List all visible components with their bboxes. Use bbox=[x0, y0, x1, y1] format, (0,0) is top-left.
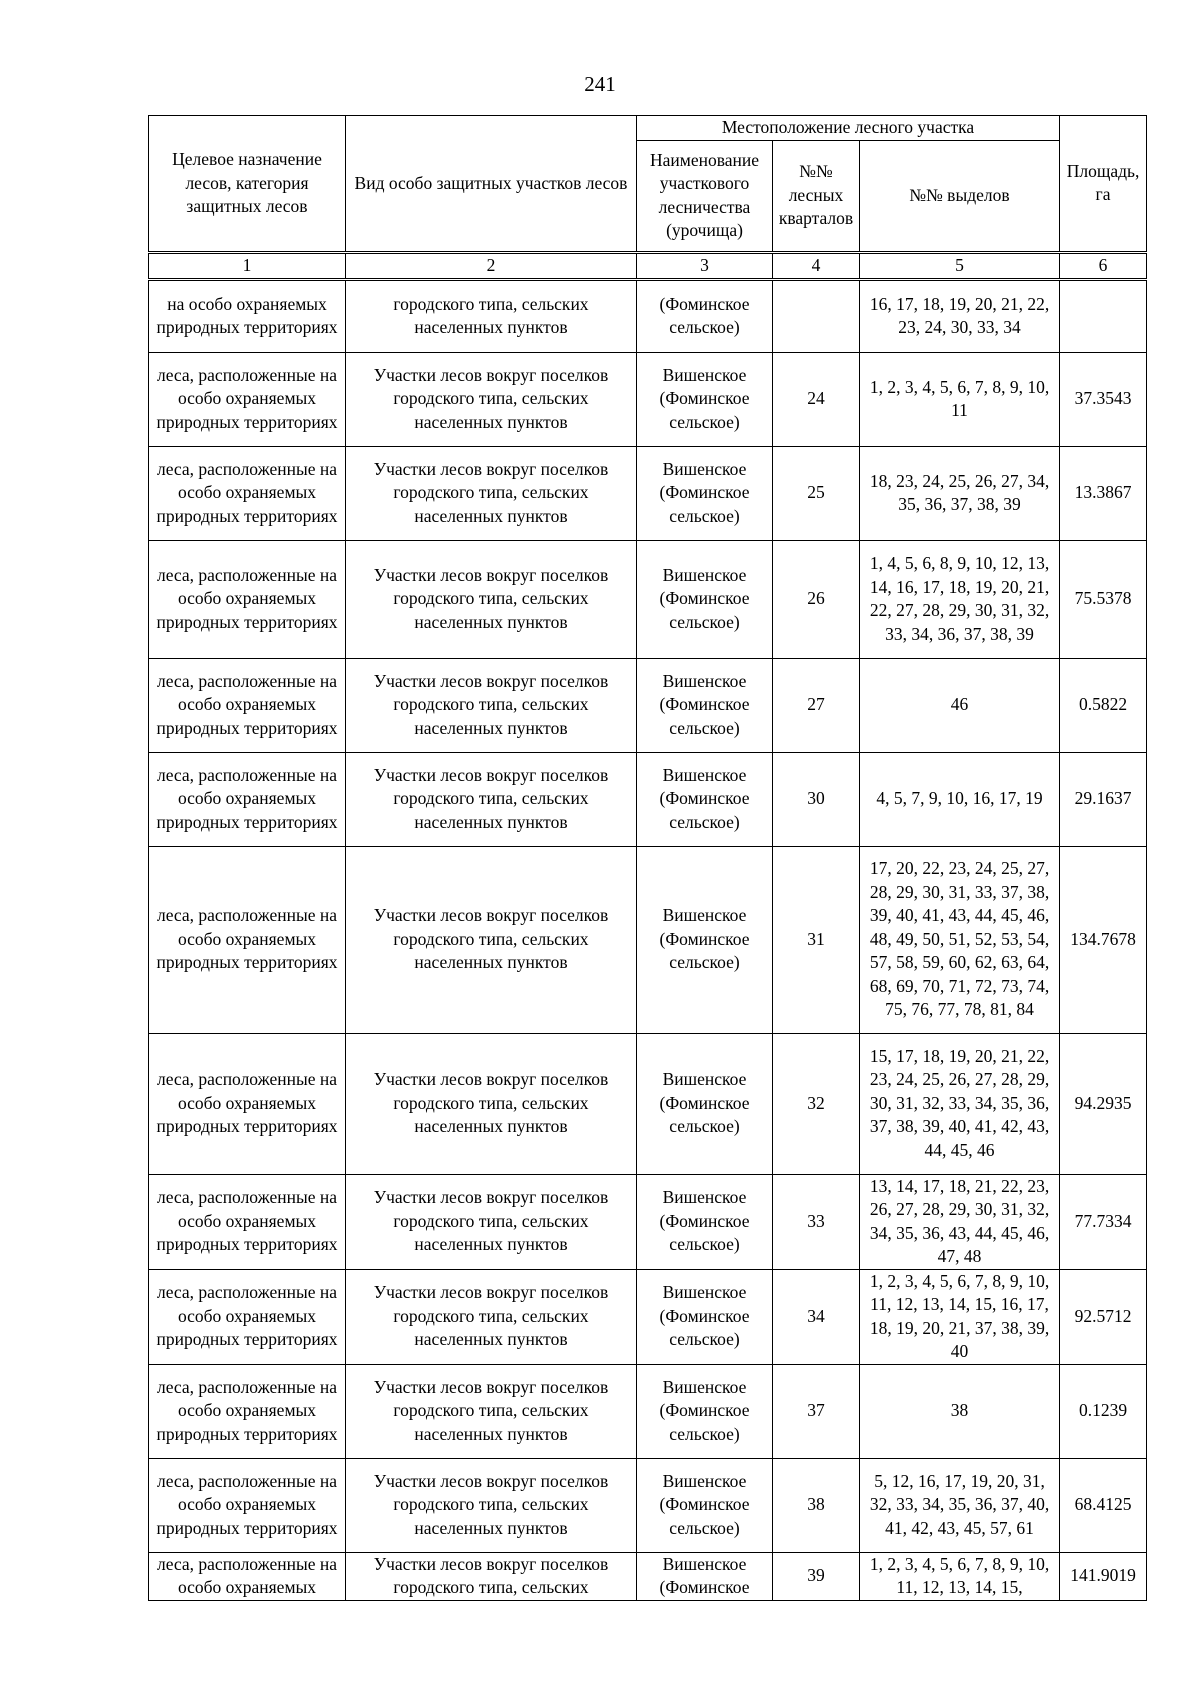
cell-forestry: Вишенское (Фоминское сельское) bbox=[637, 658, 773, 752]
header-purpose: Целевое назначение лесов, категория защитных лесов bbox=[149, 116, 346, 253]
cell-quarter: 25 bbox=[773, 446, 860, 540]
table-row bbox=[149, 446, 1147, 540]
cell-plots: 38 bbox=[860, 1364, 1060, 1458]
cell-plot-kind: Участки лесов вокруг поселков городского типа, сельских населенных пунктов bbox=[346, 752, 637, 846]
cell-purpose: леса, расположенные на особо охраняемых природных территориях bbox=[149, 1458, 346, 1552]
cell-plots: 16, 17, 18, 19, 20, 21, 22, 23, 24, 30, 33, 34 bbox=[860, 279, 1060, 352]
cell-quarter: 24 bbox=[773, 352, 860, 446]
table-row bbox=[149, 1269, 1147, 1364]
cell-purpose: леса, расположенные на особо охраняемых природных территориях bbox=[149, 846, 346, 1033]
cell-area: 37.3543 bbox=[1060, 352, 1147, 446]
cell-purpose: леса, расположенные на особо охраняемых природных территориях bbox=[149, 540, 346, 658]
cell-area: 75.5378 bbox=[1060, 540, 1147, 658]
table-row bbox=[149, 540, 1147, 658]
cell-area: 0.5822 bbox=[1060, 658, 1147, 752]
cell-quarter: 30 bbox=[773, 752, 860, 846]
cell-plot-kind: Участки лесов вокруг поселков городского типа, сельских населенных пунктов bbox=[346, 1364, 637, 1458]
cell-forestry: Вишенское (Фоминское сельское) bbox=[637, 540, 773, 658]
cell-plots: 13, 14, 17, 18, 21, 22, 23, 26, 27, 28, 29, 30, 31, 32, 34, 35, 36, 43, 44, 45, 46, 47, 48 bbox=[860, 1174, 1060, 1269]
cell-purpose: леса, расположенные на особо охраняемых природных территориях bbox=[149, 446, 346, 540]
column-number: 1 bbox=[149, 252, 346, 279]
cell-area: 92.5712 bbox=[1060, 1269, 1147, 1364]
cell-forestry: Вишенское (Фоминское сельское) bbox=[637, 1174, 773, 1269]
cell-plot-kind: городского типа, сельских населенных пунктов bbox=[346, 279, 637, 352]
table-row bbox=[149, 1364, 1147, 1458]
column-number: 2 bbox=[346, 252, 637, 279]
cell-purpose: леса, расположенные на особо охраняемых природных территориях bbox=[149, 1033, 346, 1174]
cell-plots: 1, 2, 3, 4, 5, 6, 7, 8, 9, 10, 11, 12, 13, 14, 15, bbox=[860, 1552, 1060, 1600]
cell-purpose: на особо охраняемых природных территориях bbox=[149, 279, 346, 352]
table-row bbox=[149, 752, 1147, 846]
cell-quarter: 38 bbox=[773, 1458, 860, 1552]
cell-quarter: 39 bbox=[773, 1552, 860, 1600]
cell-quarter: 26 bbox=[773, 540, 860, 658]
table-row bbox=[149, 658, 1147, 752]
cell-plot-kind: Участки лесов вокруг поселков городского типа, сельских населенных пунктов bbox=[346, 446, 637, 540]
column-number: 6 bbox=[1060, 252, 1147, 279]
cell-plots: 17, 20, 22, 23, 24, 25, 27, 28, 29, 30, 31, 33, 37, 38, 39, 40, 41, 43, 44, 45, 46, 48, 49, 50, 51, 52, 53, 54, 57, 58, 59, 60, 62, 63, 64, 68, 69, 70, 71, 72, 73, 74, 75, 76, 77, 78, 81, 84 bbox=[860, 846, 1060, 1033]
header-plots: №№ выделов bbox=[860, 140, 1060, 252]
cell-quarter: 32 bbox=[773, 1033, 860, 1174]
cell-forestry: Вишенское (Фоминское сельское) bbox=[637, 352, 773, 446]
cell-plot-kind: Участки лесов вокруг поселков городского типа, сельских населенных пунктов bbox=[346, 540, 637, 658]
cell-plots: 1, 4, 5, 6, 8, 9, 10, 12, 13, 14, 16, 17, 18, 19, 20, 21, 22, 27, 28, 29, 30, 31, 32, 33, 34, 36, 37, 38, 39 bbox=[860, 540, 1060, 658]
cell-quarter: 37 bbox=[773, 1364, 860, 1458]
page-number: 241 bbox=[584, 72, 616, 96]
cell-forestry: Вишенское (Фоминское сельское) bbox=[637, 752, 773, 846]
column-number: 3 bbox=[637, 252, 773, 279]
cell-plot-kind: Участки лесов вокруг поселков городского типа, сельских населенных пунктов bbox=[346, 1458, 637, 1552]
cell-quarter: 31 bbox=[773, 846, 860, 1033]
column-number: 4 bbox=[773, 252, 860, 279]
cell-purpose: леса, расположенные на особо охраняемых природных территориях bbox=[149, 352, 346, 446]
header-plot-kind: Вид особо защитных участков лесов bbox=[346, 116, 637, 253]
cell-plot-kind: Участки лесов вокруг поселков городского типа, сельских населенных пунктов bbox=[346, 1269, 637, 1364]
header-location-group: Местоположение лесного участка bbox=[637, 116, 1060, 141]
cell-plot-kind: Участки лесов вокруг поселков городского типа, сельских населенных пунктов bbox=[346, 1033, 637, 1174]
cell-area: 77.7334 bbox=[1060, 1174, 1147, 1269]
table-row bbox=[149, 1552, 1147, 1600]
cell-forestry: Вишенское (Фоминское bbox=[637, 1552, 773, 1600]
cell-plot-kind: Участки лесов вокруг поселков городского типа, сельских населенных пунктов bbox=[346, 352, 637, 446]
table-row bbox=[149, 352, 1147, 446]
cell-plot-kind: Участки лесов вокруг поселков городского типа, сельских населенных пунктов bbox=[346, 658, 637, 752]
cell-forestry: Вишенское (Фоминское сельское) bbox=[637, 1269, 773, 1364]
cell-plot-kind: Участки лесов вокруг поселков городского типа, сельских bbox=[346, 1552, 637, 1600]
cell-forestry: Вишенское (Фоминское сельское) bbox=[637, 446, 773, 540]
cell-plots: 1, 2, 3, 4, 5, 6, 7, 8, 9, 10, 11 bbox=[860, 352, 1060, 446]
cell-quarter: 27 bbox=[773, 658, 860, 752]
table-row bbox=[149, 1174, 1147, 1269]
cell-purpose: леса, расположенные на особо охраняемых природных территориях bbox=[149, 658, 346, 752]
cell-purpose: леса, расположенные на особо охраняемых bbox=[149, 1552, 346, 1600]
cell-quarter bbox=[773, 279, 860, 352]
cell-area: 141.9019 bbox=[1060, 1552, 1147, 1600]
cell-quarter: 34 bbox=[773, 1269, 860, 1364]
cell-plots: 15, 17, 18, 19, 20, 21, 22, 23, 24, 25, 26, 27, 28, 29, 30, 31, 32, 33, 34, 35, 36, 37, 38, 39, 40, 41, 42, 43, 44, 45, 46 bbox=[860, 1033, 1060, 1174]
cell-area: 0.1239 bbox=[1060, 1364, 1147, 1458]
cell-forestry: Вишенское (Фоминское сельское) bbox=[637, 1364, 773, 1458]
table-row bbox=[149, 1458, 1147, 1552]
cell-purpose: леса, расположенные на особо охраняемых природных территориях bbox=[149, 752, 346, 846]
cell-plot-kind: Участки лесов вокруг поселков городского типа, сельских населенных пунктов bbox=[346, 846, 637, 1033]
cell-plots: 1, 2, 3, 4, 5, 6, 7, 8, 9, 10, 11, 12, 13, 14, 15, 16, 17, 18, 19, 20, 21, 37, 38, 39, 40 bbox=[860, 1269, 1060, 1364]
cell-plots: 46 bbox=[860, 658, 1060, 752]
cell-plots: 4, 5, 7, 9, 10, 16, 17, 19 bbox=[860, 752, 1060, 846]
cell-forestry: Вишенское (Фоминское сельское) bbox=[637, 1458, 773, 1552]
cell-area: 134.7678 bbox=[1060, 846, 1147, 1033]
cell-purpose: леса, расположенные на особо охраняемых природных территориях bbox=[149, 1364, 346, 1458]
cell-plot-kind: Участки лесов вокруг поселков городского типа, сельских населенных пунктов bbox=[346, 1174, 637, 1269]
cell-plots: 18, 23, 24, 25, 26, 27, 34, 35, 36, 37, 38, 39 bbox=[860, 446, 1060, 540]
cell-forestry: (Фоминское сельское) bbox=[637, 279, 773, 352]
cell-area: 29.1637 bbox=[1060, 752, 1147, 846]
header-forestry: Наименование участкового лесничества (урочища) bbox=[637, 140, 773, 252]
header-quarters: №№ лесных кварталов bbox=[773, 140, 860, 252]
cell-area: 68.4125 bbox=[1060, 1458, 1147, 1552]
table-body bbox=[149, 279, 1147, 1600]
cell-area: 13.3867 bbox=[1060, 446, 1147, 540]
table-row bbox=[149, 846, 1147, 1033]
cell-area: 94.2935 bbox=[1060, 1033, 1147, 1174]
table-row bbox=[149, 279, 1147, 352]
header-area: Площадь, га bbox=[1060, 116, 1147, 253]
cell-purpose: леса, расположенные на особо охраняемых природных территориях bbox=[149, 1269, 346, 1364]
cell-forestry: Вишенское (Фоминское сельское) bbox=[637, 1033, 773, 1174]
forest-plots-table bbox=[148, 115, 1147, 1601]
column-number: 5 bbox=[860, 252, 1060, 279]
cell-plots: 5, 12, 16, 17, 19, 20, 31, 32, 33, 34, 35, 36, 37, 40, 41, 42, 43, 45, 57, 61 bbox=[860, 1458, 1060, 1552]
cell-quarter: 33 bbox=[773, 1174, 860, 1269]
cell-forestry: Вишенское (Фоминское сельское) bbox=[637, 846, 773, 1033]
table-row bbox=[149, 1033, 1147, 1174]
cell-area bbox=[1060, 279, 1147, 352]
cell-purpose: леса, расположенные на особо охраняемых природных территориях bbox=[149, 1174, 346, 1269]
